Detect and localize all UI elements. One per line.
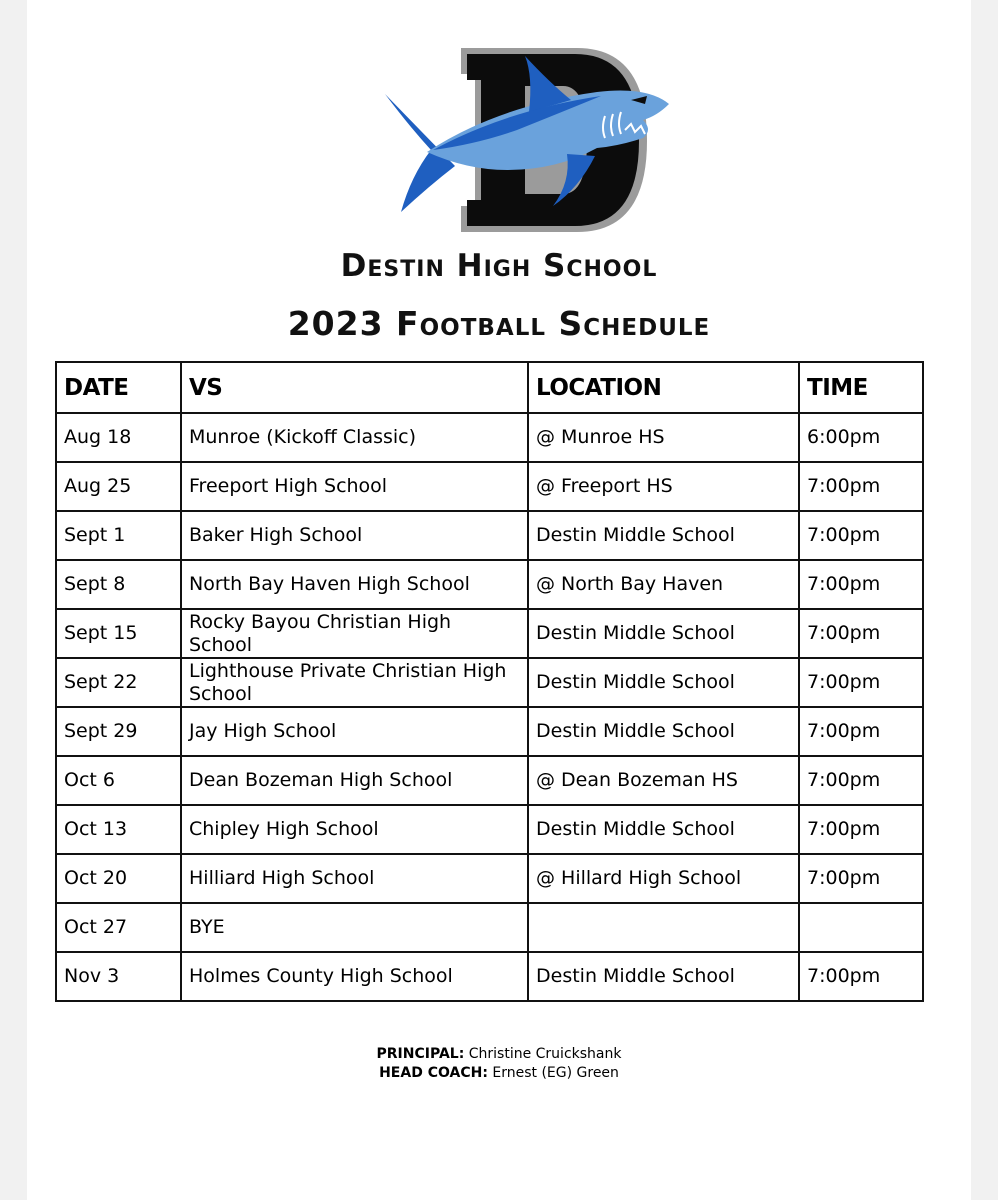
table-row — [56, 952, 923, 1001]
header-vs: VS — [181, 362, 528, 413]
game-location: @ Munroe HS — [528, 413, 799, 462]
shark-d-logo — [357, 46, 677, 236]
game-opponent: Dean Bozeman High School — [181, 756, 528, 805]
game-date: Aug 25 — [56, 462, 181, 511]
table-row — [56, 511, 923, 560]
table-row — [56, 609, 923, 658]
school-title: Destin High School — [340, 248, 658, 284]
game-date: Aug 18 — [56, 413, 181, 462]
principal-label: PRINCIPAL: — [376, 1046, 465, 1062]
game-location: Destin Middle School — [528, 511, 799, 560]
table-row — [56, 903, 923, 952]
game-opponent: Rocky Bayou Christian High School — [181, 609, 528, 658]
game-location: @ Freeport HS — [528, 462, 799, 511]
table-row — [56, 658, 923, 707]
game-location — [528, 903, 799, 952]
head-coach-label: HEAD COACH: — [379, 1065, 488, 1081]
game-date: Oct 13 — [56, 805, 181, 854]
principal-line — [27, 1046, 971, 1063]
game-time: 7:00pm — [799, 658, 923, 707]
game-time: 7:00pm — [799, 952, 923, 1001]
game-opponent: Holmes County High School — [181, 952, 528, 1001]
game-time: 7:00pm — [799, 609, 923, 658]
game-date: Sept 22 — [56, 658, 181, 707]
game-location: Destin Middle School — [528, 805, 799, 854]
table-row — [56, 707, 923, 756]
header-time: TIME — [799, 362, 923, 413]
game-time: 7:00pm — [799, 756, 923, 805]
game-opponent: BYE — [181, 903, 528, 952]
table-row — [56, 756, 923, 805]
game-location: Destin Middle School — [528, 609, 799, 658]
table-row — [56, 462, 923, 511]
head-coach-name: Ernest (EG) Green — [492, 1065, 619, 1081]
game-time: 7:00pm — [799, 511, 923, 560]
table-row — [56, 805, 923, 854]
schedule-page — [27, 0, 971, 1200]
game-time: 7:00pm — [799, 462, 923, 511]
game-time: 7:00pm — [799, 707, 923, 756]
game-opponent: Baker High School — [181, 511, 528, 560]
game-date: Oct 27 — [56, 903, 181, 952]
game-location: @ Dean Bozeman HS — [528, 756, 799, 805]
table-row — [56, 854, 923, 903]
game-time: 7:00pm — [799, 805, 923, 854]
game-time: 6:00pm — [799, 413, 923, 462]
head-coach-line — [27, 1065, 971, 1082]
table-header-row — [56, 362, 923, 413]
game-time: 7:00pm — [799, 854, 923, 903]
header-location: LOCATION — [528, 362, 799, 413]
game-opponent: Munroe (Kickoff Classic) — [181, 413, 528, 462]
game-location: Destin Middle School — [528, 658, 799, 707]
game-date: Sept 29 — [56, 707, 181, 756]
game-location: Destin Middle School — [528, 952, 799, 1001]
schedule-title: 2023 Football Schedule — [287, 304, 711, 343]
game-date: Sept 15 — [56, 609, 181, 658]
game-location: @ Hillard High School — [528, 854, 799, 903]
game-date: Oct 6 — [56, 756, 181, 805]
game-opponent: Chipley High School — [181, 805, 528, 854]
game-opponent: Freeport High School — [181, 462, 528, 511]
game-opponent: North Bay Haven High School — [181, 560, 528, 609]
table-row — [56, 413, 923, 462]
game-opponent: Lighthouse Private Christian High School — [181, 658, 528, 707]
game-location: Destin Middle School — [528, 707, 799, 756]
game-date: Sept 1 — [56, 511, 181, 560]
header-date: DATE — [56, 362, 181, 413]
schedule-table — [55, 361, 924, 1002]
game-date: Sept 8 — [56, 560, 181, 609]
game-time: 7:00pm — [799, 560, 923, 609]
game-opponent: Jay High School — [181, 707, 528, 756]
game-date: Oct 20 — [56, 854, 181, 903]
table-row — [56, 560, 923, 609]
game-date: Nov 3 — [56, 952, 181, 1001]
game-time — [799, 903, 923, 952]
game-location: @ North Bay Haven — [528, 560, 799, 609]
principal-name: Christine Cruickshank — [468, 1046, 622, 1062]
game-opponent: Hilliard High School — [181, 854, 528, 903]
